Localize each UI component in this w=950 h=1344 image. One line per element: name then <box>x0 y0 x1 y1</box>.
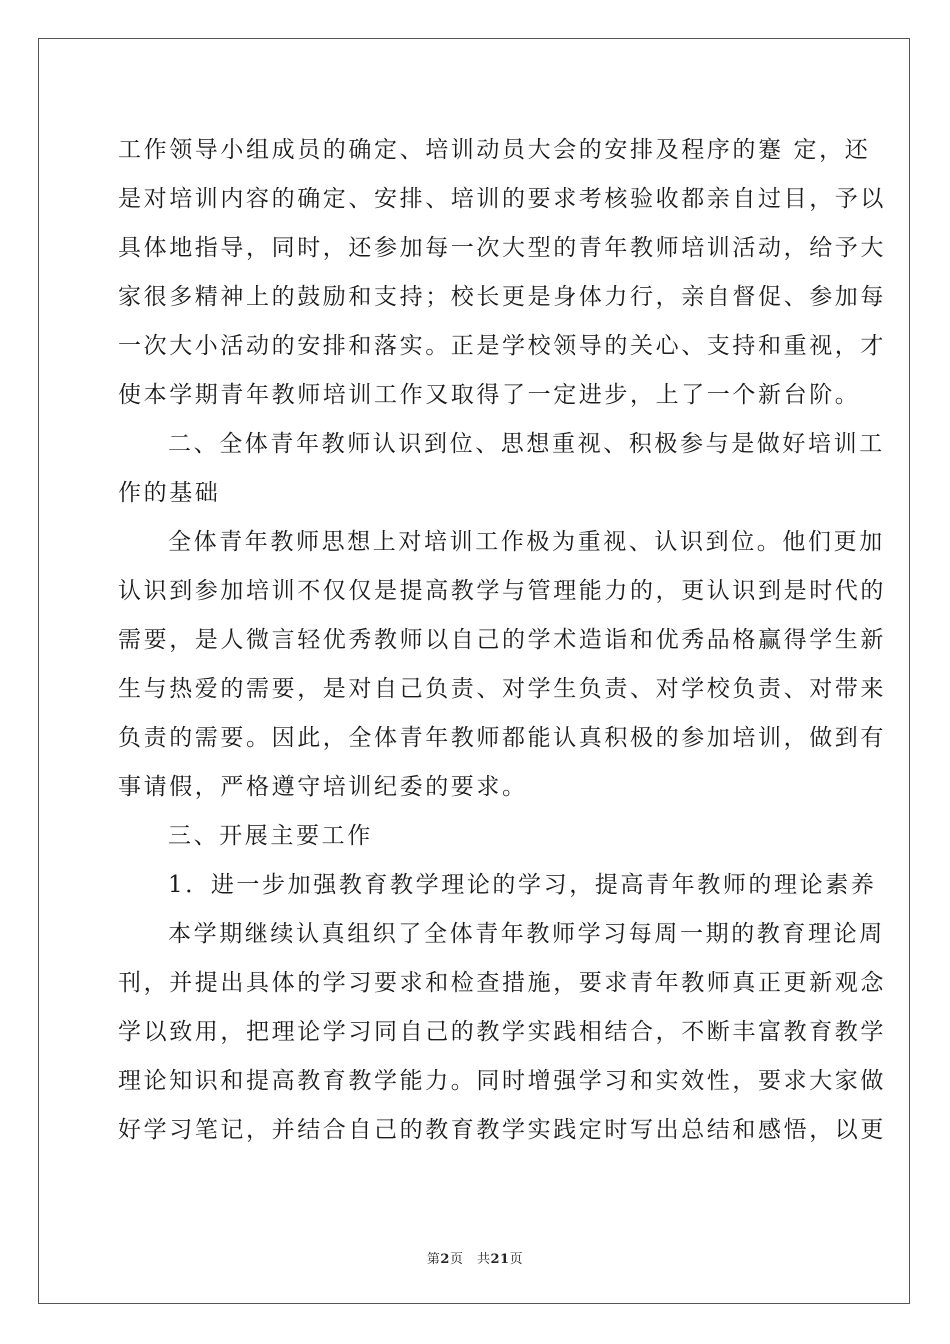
text-line: 工作领导小组成员的确定、培训动员大会的安排及程序的蹇 定，还 <box>118 137 871 163</box>
text-line: 全体青年教师思想上对培训工作极为重视、认识到位。他们更加 <box>168 529 885 555</box>
text-line: 刊，并提出具体的学习要求和检查措施，要求青年教师真正更新观念 <box>118 970 886 996</box>
page-footer <box>0 1248 950 1267</box>
text-line: 学以致用，把理论学习同自己的教学实践相结合，不断丰富教育教学 <box>118 1019 886 1045</box>
text-line: 生与热爱的需要，是对自己负责、对学生负责、对学校负责、对带来 <box>118 676 886 702</box>
text-line: 认识到参加培训不仅仅是提高教学与管理能力的，更认识到是时代的 <box>118 578 886 604</box>
text-line: 是对培训内容的确定、安排、培训的要求考核验收都亲自过目，予以 <box>118 186 886 212</box>
footer-suffix: 页 <box>509 1252 524 1267</box>
footer-mid: 页 共 <box>449 1252 491 1267</box>
text-line: 需要，是人微言轻优秀教师以自己的学术造诣和优秀品格赢得学生新 <box>118 627 886 653</box>
text-line: 使本学期青年教师培训工作又取得了一定进步，上了一个新台阶。 <box>118 382 861 408</box>
total-page-count: 21 <box>490 1252 510 1267</box>
text-line: 事请假，严格遵守培训纪委的要求。 <box>118 774 528 800</box>
section-heading: 二、全体青年教师认识到位、思想重视、积极参与是做好培训工 <box>168 431 885 457</box>
text-line: 具体地指导，同时，还参加每一次大型的青年教师培训活动，给予大 <box>118 235 886 261</box>
footer-prefix: 第 <box>426 1252 441 1267</box>
text-line: 好学习笔记，并结合自己的教育教学实践定时写出总结和感悟，以更 <box>118 1117 886 1143</box>
section-heading-cont: 作的基础 <box>118 480 221 506</box>
text-line: 一次大小活动的安排和落实。正是学校领导的关心、支持和重视，才 <box>118 333 886 359</box>
current-page-number: 2 <box>440 1252 450 1267</box>
text-line: 本学期继续认真组织了全体青年教师学习每周一期的教育理论周 <box>168 921 885 947</box>
text-line: 负责的需要。因此，全体青年教师都能认真积极的参加培训，做到有 <box>118 725 886 751</box>
body-text <box>118 126 886 1155</box>
text-line: 家很多精神上的鼓励和支持；校长更是身体力行，亲自督促、参加每 <box>118 284 886 310</box>
section-heading: 三、开展主要工作 <box>168 823 373 849</box>
subsection-heading: 1．进一步加强教育教学理论的学习，提高青年教师的理论素养 <box>168 872 877 898</box>
text-line: 理论知识和提高教育教学能力。同时增强学习和实效性，要求大家做 <box>118 1068 886 1094</box>
